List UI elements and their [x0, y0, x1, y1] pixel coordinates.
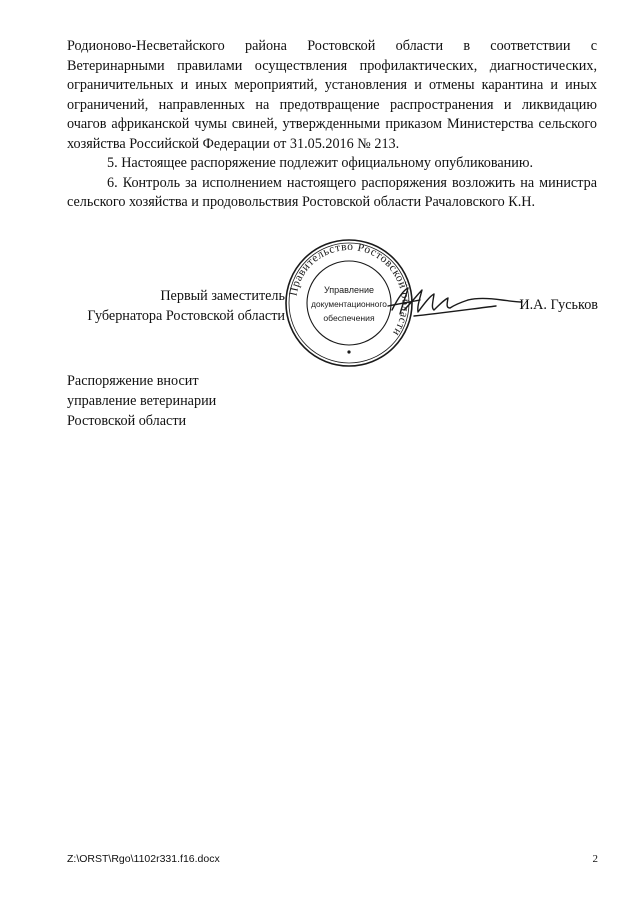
paragraph-item-5: 5. Настоящее распоряжение подлежит официальному опубликованию.: [107, 155, 534, 171]
paragraph-continuation: Родионово-Несветайского района Ростовской области в соответствии с Ветеринарными правилами осуществления профилактических, диагностических, ограничительных и иных мероприятий, установления и отмены карантина и иных ограничений, направленных на предотвращение распространения и ликвидацию очагов африканской чумы свиней, утвержденными приказом Министерства сельского хозяйства Российской Федерации от 31.05.2016 № 213.: [67, 38, 597, 152]
document-body: [67, 37, 597, 213]
footer-page-number: 2: [592, 853, 598, 865]
handwritten-signature: [384, 280, 524, 326]
originator-line-1: Распоряжение вносит: [67, 373, 199, 389]
stamp-line-3: обеспечения: [323, 313, 375, 323]
stamp-dot-icon: [347, 350, 350, 353]
originator-note: [67, 371, 327, 431]
stamp-line-1: Управление: [323, 285, 375, 295]
signatory-position-line-2: Губернатора Ростовской области: [87, 308, 285, 324]
footer-file-path: Z:\ORST\Rgo\1102r331.f16.docx: [67, 853, 220, 865]
stamp-ring-text: Правительство Ростовской области: [287, 240, 412, 339]
originator-line-3: Ростовской области: [67, 413, 187, 429]
stamp-line-2: документационного: [311, 299, 387, 309]
originator-line-2: управление ветеринарии: [67, 393, 217, 409]
paragraph-item-6: 6. Контроль за исполнением настоящего распоряжения возложить на министра сельского хозяйства и продовольствия Ростовской области Рачаловского К.Н.: [67, 174, 597, 210]
signatory-position-line-1: Первый заместитель: [160, 288, 285, 304]
signatory-name: И.А. Гуськов: [519, 297, 598, 313]
signatory-position: [67, 286, 285, 326]
